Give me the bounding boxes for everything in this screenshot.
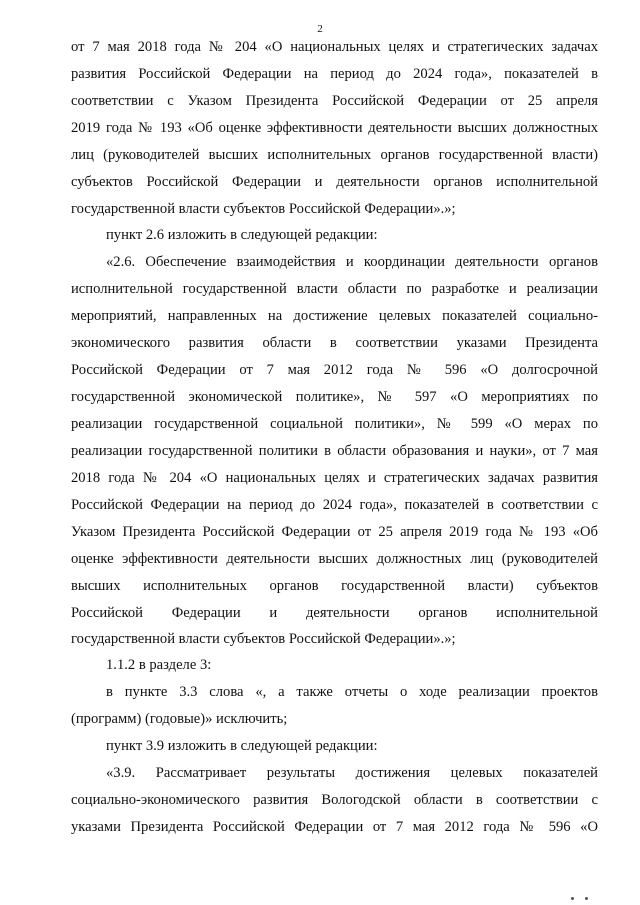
text-line: реализации государственной политики в области образования и науки», от 7 мая — [71, 443, 598, 459]
text-line: реализации государственной социальной политики», № 599 «О мерах по — [71, 416, 598, 432]
text-line: развития Российской Федерации на период до 2024 года», показателей в — [71, 66, 598, 82]
page-number: 2 — [317, 23, 323, 35]
text-line: 1.1.2 в разделе 3: — [106, 657, 212, 673]
text-line: Российской Федерации и деятельности органов исполнительной — [71, 605, 598, 621]
text-line: пункт 2.6 изложить в следующей редакции: — [106, 227, 378, 243]
text-line: лиц (руководителей высших исполнительных органов государственной власти) — [71, 147, 598, 163]
text-line: Российской Федерации от 7 мая 2012 года № 596 «О долгосрочной — [71, 362, 598, 378]
text-line: 2018 года № 204 «О национальных целях и стратегических задачах развития — [71, 470, 598, 486]
text-line: в пункте 3.3 слова «, а также отчеты о ходе реализации проектов — [106, 684, 598, 700]
text-line: высших исполнительных органов государственной власти) субъектов — [71, 578, 598, 594]
text-line: государственной власти субъектов Российской Федерации».»; — [71, 201, 456, 217]
text-line: соответствии с Указом Президента Российской Федерации от 25 апреля — [71, 93, 598, 109]
text-line: Российской Федерации на период до 2024 года», показателей в соответствии с — [71, 497, 598, 513]
text-line: «2.6. Обеспечение взаимодействия и координации деятельности органов — [106, 254, 598, 270]
text-line: социально-экономического развития Вологодской области в соответствии с — [71, 792, 598, 808]
text-line: оценке эффективности деятельности высших должностных лиц (руководителей — [71, 551, 598, 567]
text-line: государственной экономической политике», № 597 «О мероприятиях по — [71, 389, 598, 405]
scan-mark — [585, 897, 588, 900]
text-line: «3.9. Рассматривает результаты достижения целевых показателей — [106, 765, 598, 781]
text-line: Указом Президента Российской Федерации от 25 апреля 2019 года № 193 «Об — [71, 524, 598, 540]
text-line: субъектов Российской Федерации и деятельности органов исполнительной — [71, 174, 598, 190]
text-line: государственной власти субъектов Российской Федерации».»; — [71, 631, 456, 647]
text-line: экономического развития области в соответствии указами Президента — [71, 335, 598, 351]
text-line: от 7 мая 2018 года № 204 «О национальных целях и стратегических задачах — [71, 39, 598, 55]
text-line: мероприятий, направленных на достижение целевых показателей социально- — [71, 308, 598, 324]
text-line: (программ) (годовые)» исключить; — [71, 711, 288, 727]
text-line: 2019 года № 193 «Об оценке эффективности деятельности высших должностных — [71, 120, 598, 136]
text-line: пункт 3.9 изложить в следующей редакции: — [106, 738, 378, 754]
scan-mark — [571, 897, 574, 900]
text-line: указами Президента Российской Федерации от 7 мая 2012 года № 596 «О — [71, 819, 598, 835]
text-line: исполнительной государственной власти области по разработке и реализации — [71, 281, 598, 297]
